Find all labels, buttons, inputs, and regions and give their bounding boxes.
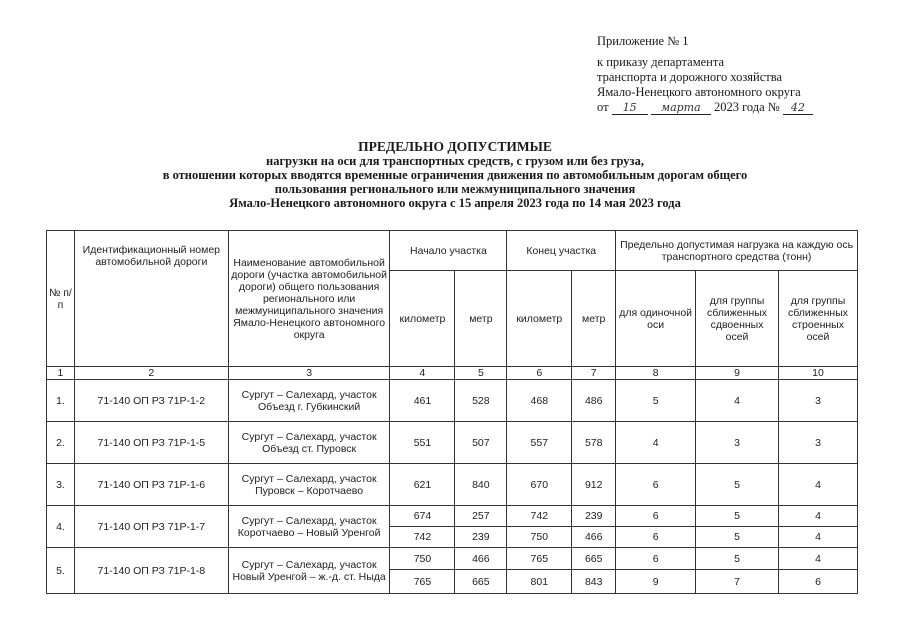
triple-axle-load: 3 <box>778 380 857 422</box>
table-row <box>47 422 858 464</box>
triple-axle-load: 4 <box>778 548 857 570</box>
row-number: 3. <box>47 464 75 506</box>
header-section-end: Конец участка <box>507 231 616 271</box>
header-end-m: метр <box>572 271 616 367</box>
road-name: Сургут – Салехард, участок Объезд ст. Пуровск <box>228 422 390 464</box>
title-line-4: пользования регионального или межмуниципального значения <box>274 182 636 196</box>
start-m: 239 <box>455 527 507 548</box>
triple-axle-load: 4 <box>778 527 857 548</box>
appendix-block <box>597 34 897 115</box>
end-m: 912 <box>572 464 616 506</box>
start-km: 461 <box>390 380 455 422</box>
triple-axle-load: 4 <box>778 464 857 506</box>
date-prefix: от <box>597 100 609 114</box>
end-km: 750 <box>507 527 572 548</box>
triple-axle-load: 4 <box>778 506 857 527</box>
dual-axle-load: 5 <box>696 506 779 527</box>
road-id: 71-140 ОП РЗ 71Р-1-8 <box>74 548 228 594</box>
road-id: 71-140 ОП РЗ 71Р-1-5 <box>74 422 228 464</box>
dual-axle-load: 7 <box>696 570 779 594</box>
single-axle-load: 6 <box>616 548 696 570</box>
start-km: 765 <box>390 570 455 594</box>
handwritten-month: марта <box>651 102 711 115</box>
start-m: 665 <box>455 570 507 594</box>
single-axle-load: 4 <box>616 422 696 464</box>
dual-axle-load: 3 <box>696 422 779 464</box>
header-dual-axle: для группы сближенных сдвоенных осей <box>696 271 779 367</box>
end-m: 239 <box>572 506 616 527</box>
column-number: 3 <box>228 367 390 380</box>
header-number: № п/ п <box>47 231 75 367</box>
dual-axle-load: 5 <box>696 464 779 506</box>
header-road-name: Наименование автомобильной дороги (участка автомобильной дороги) общего пользования регионального или межмуниципального значения Ямало-Ненецкого автономного округа <box>228 231 390 367</box>
appendix-department-line: транспорта и дорожного хозяйства <box>597 70 783 84</box>
axle-load-table <box>46 230 858 594</box>
column-number-row <box>47 367 858 380</box>
single-axle-load: 6 <box>616 527 696 548</box>
start-km: 621 <box>390 464 455 506</box>
appendix-order-line: к приказу департамента <box>597 55 725 69</box>
single-axle-load: 6 <box>616 464 696 506</box>
date-year-text: 2023 года № <box>713 100 780 114</box>
row-number: 2. <box>47 422 75 464</box>
header-road-id: Идентификационный номер автомобильной дороги <box>74 231 228 367</box>
start-km: 674 <box>390 506 455 527</box>
start-km: 551 <box>390 422 455 464</box>
road-id: 71-140 ОП РЗ 71Р-1-6 <box>74 464 228 506</box>
column-number: 2 <box>74 367 228 380</box>
end-km: 670 <box>507 464 572 506</box>
triple-axle-load: 3 <box>778 422 857 464</box>
start-m: 466 <box>455 548 507 570</box>
triple-axle-load: 6 <box>778 570 857 594</box>
dual-axle-load: 5 <box>696 548 779 570</box>
table-row <box>47 464 858 506</box>
header-start-km: километр <box>390 271 455 367</box>
header-max-load: Предельно допустимая нагрузка на каждую ось транспортного средства (тонн) <box>616 231 858 271</box>
start-m: 507 <box>455 422 507 464</box>
dual-axle-load: 5 <box>696 527 779 548</box>
road-name: Сургут – Салехард, участок Объезд г. Губкинский <box>228 380 390 422</box>
appendix-region-line: Ямало-Ненецкого автономного округа <box>597 85 801 99</box>
end-m: 578 <box>572 422 616 464</box>
road-id: 71-140 ОП РЗ 71Р-1-7 <box>74 506 228 548</box>
column-number: 4 <box>390 367 455 380</box>
column-number: 6 <box>507 367 572 380</box>
end-m: 665 <box>572 548 616 570</box>
handwritten-day: 15 <box>612 102 648 115</box>
row-number: 5. <box>47 548 75 594</box>
end-km: 742 <box>507 506 572 527</box>
dual-axle-load: 4 <box>696 380 779 422</box>
header-end-km: километр <box>507 271 572 367</box>
road-id: 71-140 ОП РЗ 71Р-1-2 <box>74 380 228 422</box>
header-start-m: метр <box>455 271 507 367</box>
table-row <box>47 506 858 527</box>
column-number: 1 <box>47 367 75 380</box>
road-name: Сургут – Салехард, участок Коротчаево – Новый Уренгой <box>228 506 390 548</box>
end-m: 486 <box>572 380 616 422</box>
document-title <box>60 140 850 210</box>
handwritten-order-number: 42 <box>783 102 813 115</box>
title-line-5: Ямало-Ненецкого автономного округа с 15 апреля 2023 года по 14 мая 2023 года <box>229 196 681 210</box>
header-triple-axle: для группы сближенных строенных осей <box>778 271 857 367</box>
title-line-2: нагрузки на оси для транспортных средств, с грузом или без груза, <box>266 154 644 168</box>
row-number: 1. <box>47 380 75 422</box>
column-number: 8 <box>616 367 696 380</box>
row-number: 4. <box>47 506 75 548</box>
header-single-axle: для одиночной оси <box>616 271 696 367</box>
end-km: 557 <box>507 422 572 464</box>
single-axle-load: 6 <box>616 506 696 527</box>
header-section-start: Начало участка <box>390 231 507 271</box>
end-km: 765 <box>507 548 572 570</box>
table-row <box>47 548 858 570</box>
start-m: 528 <box>455 380 507 422</box>
single-axle-load: 5 <box>616 380 696 422</box>
title-line-3: в отношении которых вводятся временные ограничения движения по автомобильным дорогам общего <box>162 168 748 182</box>
road-name: Сургут – Салехард, участок Пуровск – Коротчаево <box>228 464 390 506</box>
column-number: 7 <box>572 367 616 380</box>
single-axle-load: 9 <box>616 570 696 594</box>
start-m: 840 <box>455 464 507 506</box>
end-km: 801 <box>507 570 572 594</box>
start-m: 257 <box>455 506 507 527</box>
road-name: Сургут – Салехард, участок Новый Уренгой – ж.-д. ст. Ныда <box>228 548 390 594</box>
end-m: 466 <box>572 527 616 548</box>
end-km: 468 <box>507 380 572 422</box>
end-m: 843 <box>572 570 616 594</box>
column-number: 9 <box>696 367 779 380</box>
table-row <box>47 380 858 422</box>
column-number: 5 <box>455 367 507 380</box>
column-number: 10 <box>778 367 857 380</box>
start-km: 742 <box>390 527 455 548</box>
title-line-1: ПРЕДЕЛЬНО ДОПУСТИМЫЕ <box>358 139 552 154</box>
start-km: 750 <box>390 548 455 570</box>
appendix-date-line <box>597 100 897 115</box>
appendix-title: Приложение № 1 <box>597 34 689 48</box>
